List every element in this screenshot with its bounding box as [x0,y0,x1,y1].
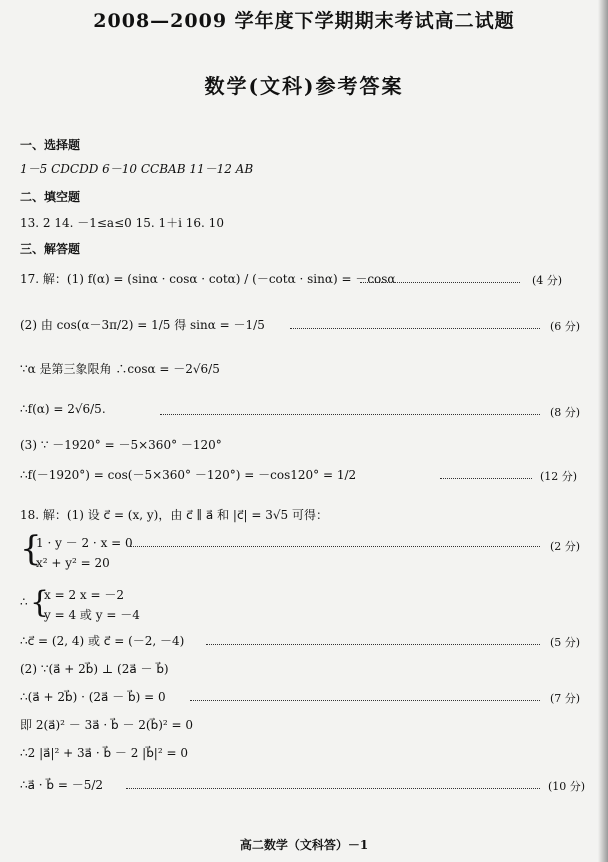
score-label: (6 分) [550,320,581,333]
leader-dots [190,700,540,701]
q18-magnitude: ∴2 |a⃗|² + 3a⃗ · b⃗ － 2 |b⃗|² = 0 [20,746,188,760]
equation-line: 1 · y － 2 · x = 0 [36,536,133,550]
choice-answers: 1－5 CDCDD 6－10 CCBAB 11－12 AB [20,162,254,176]
score-label: (4 分) [532,274,563,287]
score-label: (7 分) [550,692,581,705]
section-heading-solve: 三、解答题 [20,242,81,256]
system-brace: { [30,585,50,620]
score-label: (5 分) [550,636,581,649]
leader-dots [160,414,540,415]
score-label: (12 分) [540,470,578,483]
page-footer: 高二数学（文科答）－1 [239,838,369,852]
q17-part3: (3) ∵ －1920° = －5×360° －120° [20,438,222,452]
q17-part2: (2) 由 cos(α－3π/2) = 1/5 得 sinα = －1/5 [20,318,265,332]
leader-dots [360,282,520,283]
q18-expand: 即 2(a⃗)² － 3a⃗ · b⃗ － 2(b⃗)² = 0 [20,718,194,732]
therefore-symbol: ∴ [20,595,28,609]
q18-part1-result: ∴c⃗ = (2, 4) 或 c⃗ = (－2, －4) [20,634,185,648]
system-brace: { [20,529,42,569]
equation-line: x² + y² = 20 [36,556,110,570]
q18-dot-product: ∴(a⃗ + 2b⃗) · (2a⃗ － b⃗) = 0 [20,690,166,704]
fill-answers: 13. 2 14. －1≤a≤0 15. 1＋i 16. 10 [20,216,224,230]
solution-line: y = 4 或 y = －4 [44,608,140,622]
section-heading-choice: 一、选择题 [20,138,81,152]
scan-edge-shadow [598,0,608,862]
q17-part3-result: ∴f(－1920°) = cos(－5×360° －120°) = －cos120° = 1/2 [20,468,357,482]
q17-quadrant: ∵α 是第三象限角 ∴cosα = －2√6/5 [20,362,220,376]
leader-dots [440,478,532,479]
q18-result: ∴a⃗ · b⃗ = －5/2 [20,778,104,792]
leader-dots [126,788,540,789]
leader-dots [206,644,540,645]
q17-result: ∴f(α) = 2√6/5. [20,402,106,416]
exam-title: 2008—2009 学年度下学期期末考试高二试题 [93,10,515,32]
leader-dots [290,328,540,329]
answer-key-title: 数学(文科)参考答案 [204,74,404,98]
score-label: (10 分) [548,780,586,793]
score-label: (2 分) [550,540,581,553]
q18-intro: 18. 解：(1) 设 c⃗ = (x, y)，由 c⃗ ∥ a⃗ 和 |c⃗| = 3√5 可得： [20,508,329,522]
leader-dots [130,546,540,547]
section-heading-fill: 二、填空题 [20,190,81,204]
solution-line: x = 2 x = －2 [44,588,124,602]
score-label: (8 分) [550,406,581,419]
q18-part2: (2) ∵(a⃗ + 2b⃗) ⊥ (2a⃗ － b⃗) [20,662,169,676]
q17-part1: 17. 解：(1) f(α) = (sinα · cosα · cotα) / (－cotα · sinα) = －cosα [20,272,396,286]
